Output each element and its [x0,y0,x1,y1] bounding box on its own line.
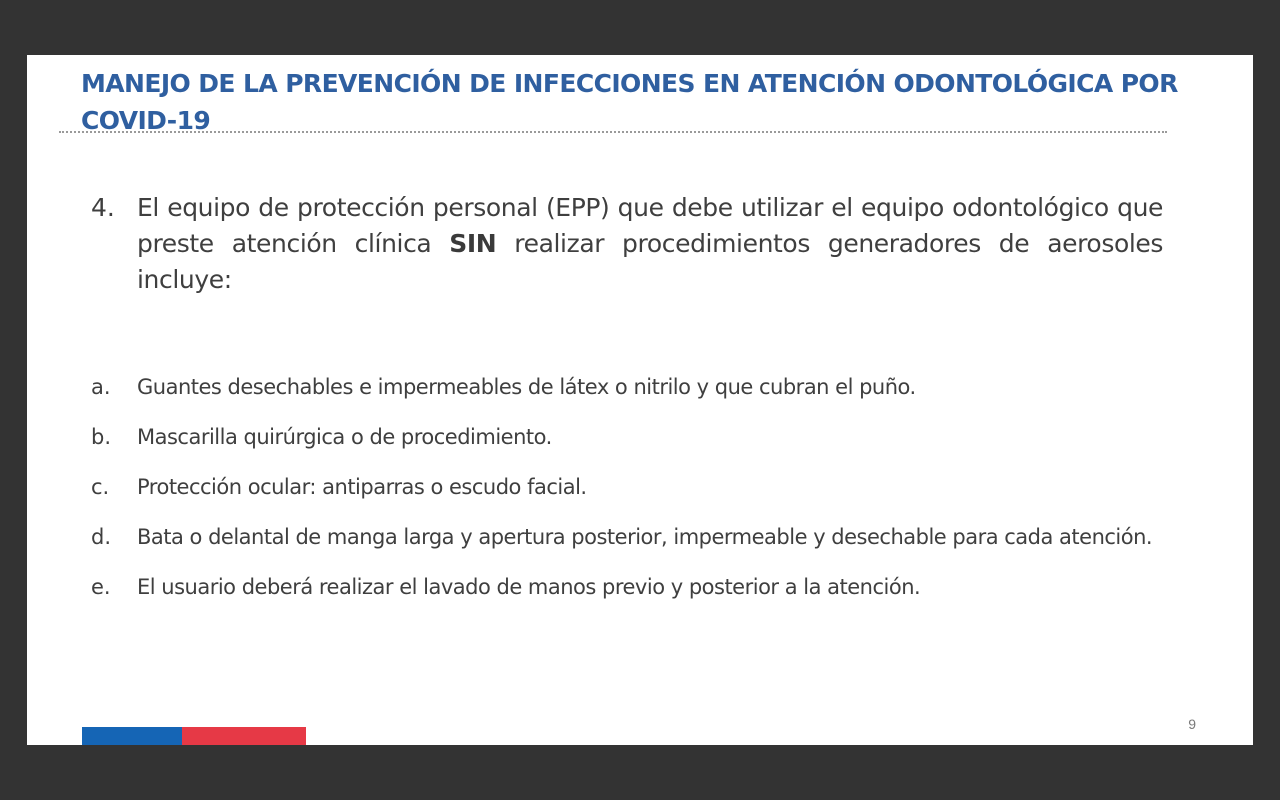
slide [27,55,1253,745]
title-divider [59,131,1167,133]
footer-bar-red [182,727,306,745]
option-letter: a. [91,375,111,399]
option-letter: d. [91,525,112,549]
question [91,190,1163,298]
question-text-bold: SIN [449,229,497,258]
question-text-after: realizar procedimientos generadores de aerosoles incluye: [137,229,1163,294]
option-letter: c. [91,475,110,499]
option-letter: b. [91,425,112,449]
slide-title: MANEJO DE LA PREVENCIÓN DE INFECCIONES EN ATENCIÓN ODONTOLÓGICA POR COVID-19 [81,69,1178,135]
option-a [91,371,1163,403]
question-text-before: El equipo de protección personal (EPP) que debe utilizar el equipo odontológico que preste atención clínica [137,193,1163,258]
option-text: Mascarilla quirúrgica o de procedimiento. [137,425,552,449]
question-number: 4. [91,193,115,222]
footer-bar-blue [82,727,182,745]
question-text [137,190,1163,298]
page-number: 9 [1188,716,1196,732]
option-text: Guantes desechables e impermeables de látex o nitrilo y que cubran el puño. [137,375,916,399]
option-e [91,571,1163,603]
option-c [91,471,1163,503]
options-list [91,371,1163,621]
option-d [91,521,1163,553]
option-b [91,421,1163,453]
option-text: Bata o delantal de manga larga y apertura posterior, impermeable y desechable para cada atención. [137,525,1153,549]
option-text: Protección ocular: antiparras o escudo facial. [137,475,587,499]
option-text: El usuario deberá realizar el lavado de manos previo y posterior a la atención. [137,575,921,599]
option-letter: e. [91,575,111,599]
